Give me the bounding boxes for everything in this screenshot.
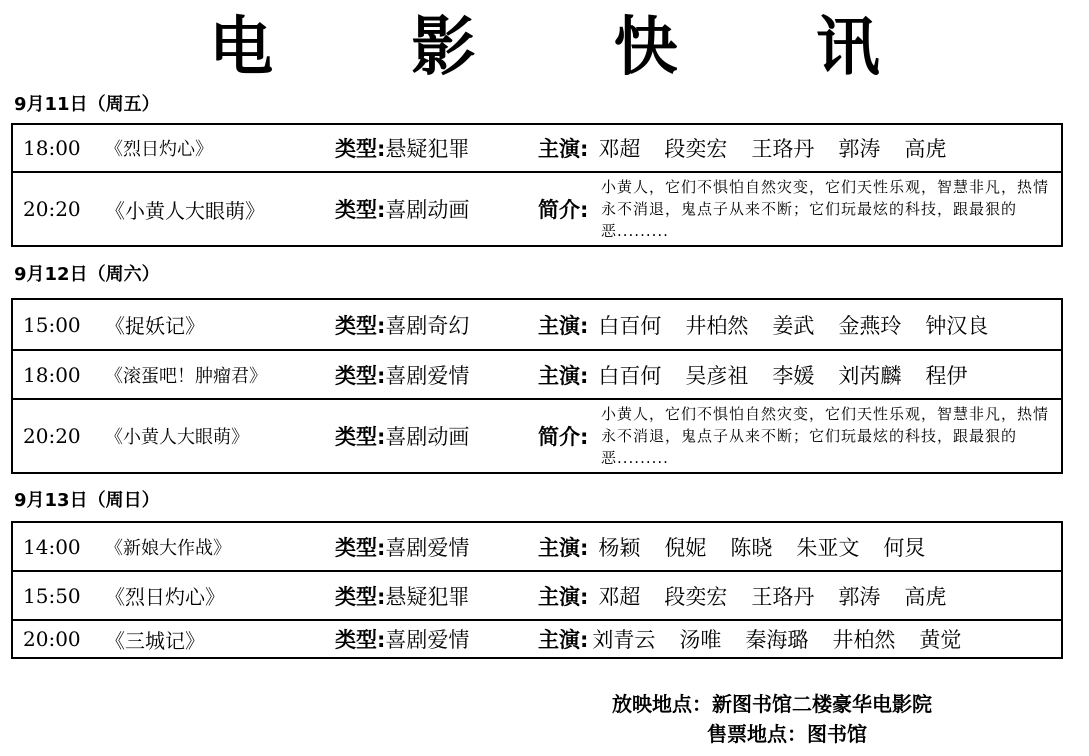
showtime: 15:50 [23,583,81,608]
cast-cell [538,572,946,619]
genre-value: 喜剧爱情 [385,628,470,652]
genre-cell [335,351,469,398]
screening-venue: 放映地点：新图书馆二楼豪华电影院 [612,692,932,716]
actor-name: 高虎 [904,137,947,161]
schedule-row [13,173,1061,245]
actor-name: 李媛 [772,363,815,388]
genre-value: 喜剧动画 [385,425,470,449]
intro-cell [538,400,588,472]
actor-name: 钟汉良 [925,313,989,338]
cast-cell [538,351,967,398]
movie-title: 《小黄人大眼萌》 [105,427,249,448]
genre-label: 类型: [335,363,386,388]
intro-label: 简介: [538,425,589,449]
genre-label: 类型: [335,137,386,161]
actor-name: 何炅 [883,535,926,560]
schedule-row [13,351,1061,400]
intro-text: 小黄人，它们不惧怕自然灾变，它们天性乐观，智慧非凡，热情永不消退，鬼点子从来不断；它们玩最炫的科技，跟最狠的恶......... [601,178,1050,240]
movie-title: 《小黄人大眼萌》 [105,198,265,223]
genre-label: 类型: [335,628,386,652]
movie-title: 《新娘大作战》 [105,537,231,559]
genre-value: 喜剧爱情 [385,535,470,560]
actor-name: 邓超 [598,137,641,161]
genre-label: 类型: [335,425,386,449]
cast-label: 主演: [538,584,589,609]
actor-name: 金燕玲 [838,313,902,338]
genre-cell [335,400,469,472]
schedule-table-day-1 [11,298,1063,474]
genre-cell [335,125,469,171]
movie-title: 《滚蛋吧！肿瘤君》 [105,365,267,387]
showtime: 15:00 [23,312,81,337]
cast-cell [538,523,925,570]
actor-name: 姜武 [772,313,815,338]
actor-name: 井柏然 [832,628,896,652]
actor-name: 王珞丹 [751,137,815,161]
actor-name: 秦海璐 [745,628,809,652]
intro-text: 小黄人，它们不惧怕自然灾变，它们天性乐观，智慧非凡，热情永不消退，鬼点子从来不断；它们玩最炫的科技，跟最狠的恶......... [601,405,1050,467]
day-header-2: 9月13日（周日） [14,490,160,511]
genre-label: 类型: [335,198,386,222]
schedule-table-day-0 [11,123,1063,247]
genre-cell [335,572,469,619]
genre-cell [335,300,469,349]
schedule-table-day-2 [11,521,1063,659]
ticket-venue: 售票地点：图书馆 [707,722,867,746]
actor-name: 郭涛 [838,137,881,161]
movie-title: 《烈日灼心》 [105,139,213,160]
schedule-row [13,523,1061,572]
showtime: 20:00 [23,627,81,651]
schedule-row [13,572,1061,621]
actor-name: 王珞丹 [751,584,815,609]
actor-name: 倪妮 [664,535,707,560]
actor-name: 高虎 [904,584,947,609]
cast-label: 主演: [538,363,589,388]
schedule-row [13,125,1061,173]
actor-name: 井柏然 [685,313,749,338]
actor-name: 段奕宏 [664,584,728,609]
cast-cell [538,125,946,171]
cast-label: 主演: [538,313,589,338]
genre-value: 喜剧动画 [385,198,470,222]
genre-label: 类型: [335,535,386,560]
cast-cell [538,300,988,349]
schedule-row [13,621,1061,657]
movie-title: 《捉妖记》 [105,314,205,338]
genre-cell [335,621,469,657]
intro-label: 简介: [538,198,589,222]
actor-name: 郭涛 [838,584,881,609]
actor-name: 陈晓 [730,535,773,560]
movie-title: 《三城记》 [105,628,205,653]
showtime: 20:20 [23,197,81,221]
genre-value: 悬疑犯罪 [385,584,470,609]
actor-name: 汤唯 [679,628,722,652]
actor-name: 杨颖 [598,535,641,560]
cast-cell [538,621,961,657]
day-header-1: 9月12日（周六） [14,264,160,285]
actor-name: 刘芮麟 [838,363,902,388]
showtime: 14:00 [23,534,81,559]
actor-name: 段奕宏 [664,137,728,161]
schedule-row [13,300,1061,351]
actor-name: 朱亚文 [796,535,860,560]
showtime: 18:00 [23,136,81,160]
genre-value: 悬疑犯罪 [385,137,470,161]
actor-name: 黄觉 [919,628,962,652]
genre-value: 喜剧奇幻 [385,313,470,338]
actor-name: 白百何 [598,363,662,388]
genre-label: 类型: [335,313,386,338]
schedule-row [13,400,1061,472]
actor-name: 吴彦祖 [685,363,749,388]
actor-name: 邓超 [598,584,641,609]
day-header-0: 9月11日（周五） [14,94,160,115]
genre-cell [335,173,469,245]
actor-name: 刘青云 [592,628,656,652]
cast-label: 主演: [538,628,589,652]
movie-title: 《烈日灼心》 [105,585,225,609]
genre-value: 喜剧爱情 [385,363,470,388]
cast-label: 主演: [538,137,589,161]
showtime: 18:00 [23,362,81,387]
cast-label: 主演: [538,535,589,560]
intro-cell [538,173,588,245]
genre-label: 类型: [335,584,386,609]
actor-name: 程伊 [925,363,968,388]
genre-cell [335,523,469,570]
showtime: 20:20 [23,424,81,448]
actor-name: 白百何 [598,313,662,338]
page-title: 电 影 快 讯 [209,11,938,85]
